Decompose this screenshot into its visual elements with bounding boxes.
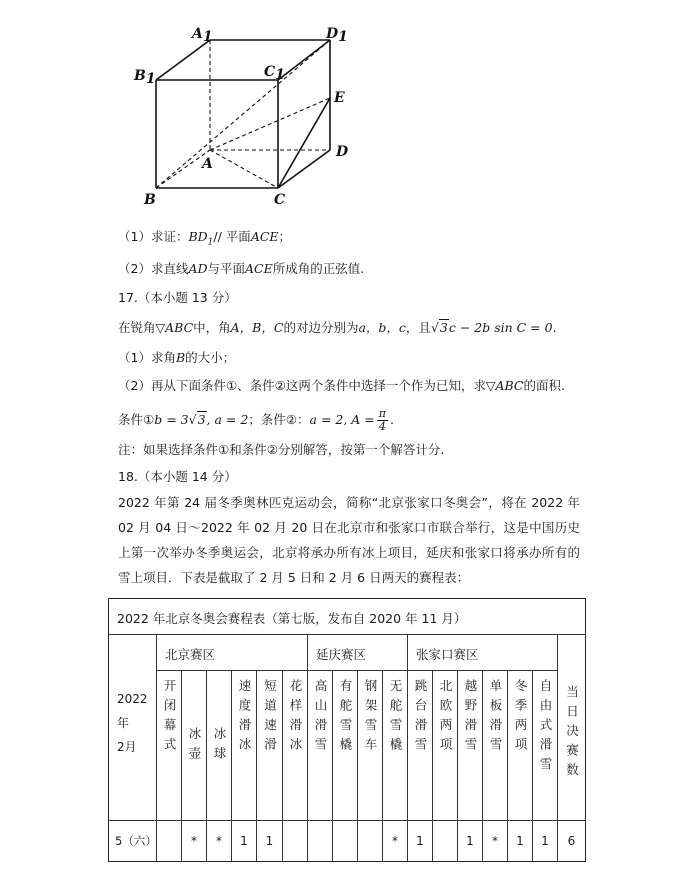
row-date: 5（六） (109, 821, 157, 861)
p18-paragraph: 2022 年第 24 届冬季奥林匹克运动会，简称“北京张家口冬奥会”，将在 2022 年 02 月 04 日～2022 年 02 月 20 日在北京市和张家口市联合举行，这是中国历史上第一次举办冬季奥运会，北京将承办所有冰上项目，延庆和张家口将承办所有的雪上项目．下表是截取了 2 月 5 日和 2 月 6 日两天的赛程表： (118, 495, 580, 585)
label-c: C (274, 192, 286, 208)
row-total: 6 (567, 834, 576, 848)
event-header: 花样滑冰 (283, 671, 308, 821)
segment-a-c (210, 150, 278, 188)
p17-intro: 在锐角▽ABC中，角A，B，C的对边分别为a，b，c，且√3c − 2b sin C = 0. (118, 320, 557, 335)
event-header: 速度滑冰 (232, 671, 257, 821)
edge-c-d (278, 150, 330, 188)
label-a1: A1 (192, 26, 213, 45)
event-header: 冬季两项 (508, 671, 533, 821)
event-header: 有舵雪橇 (333, 671, 358, 821)
label-b1: B1 (134, 68, 156, 87)
daily-final-count-header: 当日决赛数 (558, 635, 585, 821)
segment-c-e (278, 98, 330, 188)
event-header: 无舵雪橇 (383, 671, 408, 821)
p17-question-2: （2）再从下面条件①、条件②这两个条件中选择一个作为已知，求▽ABC的面积. (118, 378, 565, 393)
zone-yanqing: 延庆赛区 (308, 635, 408, 671)
cube-figure (118, 18, 378, 218)
table-caption: 2022 年北京冬奥会赛程表（第七版，发布自 2020 年 11 月） (109, 599, 585, 635)
event-header: 冰壶 (182, 671, 207, 821)
row-cell: 1 (232, 821, 257, 861)
row-cell: 1 (408, 821, 433, 861)
schedule-table (108, 598, 586, 862)
date-header-cell: 2022 年 2月 (109, 635, 157, 821)
event-header: 越野滑雪 (458, 671, 483, 821)
zone-zhangjiakou: 张家口赛区 (408, 635, 558, 671)
segment-b-d1 (156, 40, 330, 188)
row-cell: * (483, 821, 508, 861)
zone-beijing: 北京赛区 (157, 635, 308, 671)
row-cell (308, 821, 333, 861)
event-header: 钢架雪车 (358, 671, 383, 821)
edge-b1-a1 (156, 40, 210, 80)
label-d: D (336, 144, 349, 160)
row-cell: * (383, 821, 408, 861)
event-header: 短道速滑 (257, 671, 283, 821)
pi-over-4-fraction: $\frac{\pi}{4}$ (378, 407, 386, 433)
row-cell (358, 821, 383, 861)
event-header: 跳台滑雪 (408, 671, 433, 821)
event-header: 北欧两项 (433, 671, 458, 821)
row-cell (157, 821, 182, 861)
row-cell (433, 821, 458, 861)
p18-title: 18.（本小题 14 分） (118, 469, 237, 484)
label-d1: D1 (326, 26, 348, 45)
label-c1: C1 (264, 64, 285, 83)
p17-question-1: （1）求角B的大小； (118, 350, 236, 365)
p17-title: 17.（本小题 13 分） (118, 290, 237, 305)
row-cell: 1 (508, 821, 533, 861)
event-header: 冰球 (207, 671, 232, 821)
row-cell (283, 821, 308, 861)
label-a: A (202, 156, 213, 172)
event-header: 开闭幕式 (157, 671, 182, 821)
p16-question-1: （1）求证：$BD_1//$ 平面ACE； (118, 229, 292, 248)
p17-conditions: 条件①b = 3√3, a = 2；条件②：a = 2, A = $\frac{\pi}{4}$ . (118, 407, 394, 433)
row-cell (333, 821, 358, 861)
row-cell: 1 (458, 821, 483, 861)
event-header: 高山滑雪 (308, 671, 333, 821)
event-header: 自由式滑雪 (533, 671, 558, 821)
label-b: B (144, 192, 156, 208)
row-cell: 1 (257, 821, 283, 861)
row-cell: * (182, 821, 207, 861)
p16-question-2: （2）求直线AD与平面ACE所成角的正弦值. (118, 261, 365, 276)
segment-a-e (210, 98, 330, 150)
row-cell: * (207, 821, 232, 861)
event-header: 单板滑雪 (483, 671, 508, 821)
p17-note: 注：如果选择条件①和条件②分别解答，按第一个解答计分. (118, 442, 445, 457)
label-e: E (334, 90, 345, 106)
row-cell: 1 (533, 821, 558, 861)
